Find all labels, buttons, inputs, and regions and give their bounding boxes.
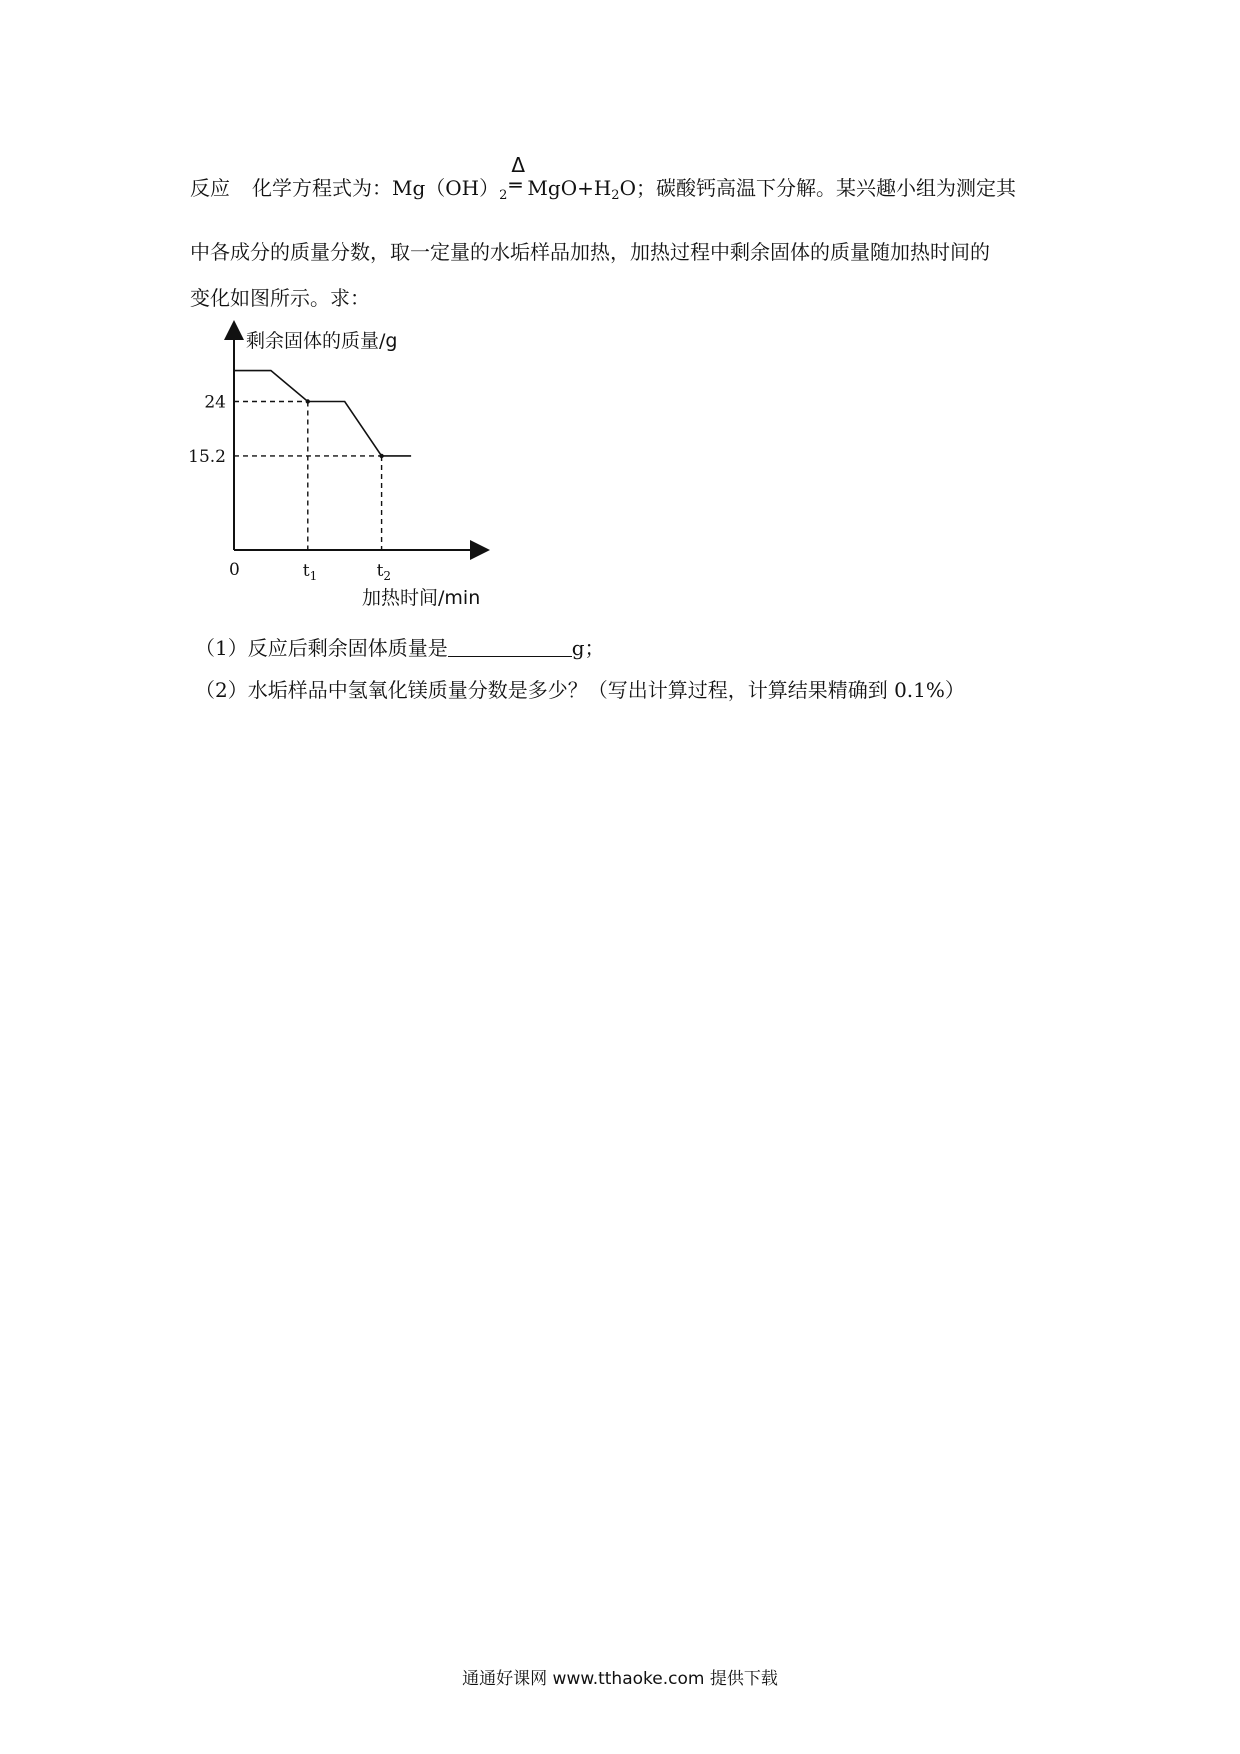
y-axis-label: 剩余固体的质量/g [246,330,398,352]
problem-line-3: 变化如图所示。求： [190,286,370,310]
y-tick-labels [188,393,226,467]
problem-line-1 [190,153,1016,203]
x-axis-label: 加热时间/min [362,587,481,609]
question-2: （2）水垢样品中氢氧化镁质量分数是多少？（写出计算过程，计算结果精确到 0.1%） [195,678,965,702]
problem-text-d: O；碳酸钙高温下分解。某兴趣小组为测定其 [619,176,1016,200]
series-line [234,371,411,456]
problem-text-c: MgO+H [527,176,612,200]
delta-symbol: Δ [511,153,526,177]
data-points [306,399,384,458]
mass-time-chart [180,318,520,618]
origin-label: 0 [229,560,240,580]
x-tick-labels [303,561,391,583]
answer-blank [448,638,572,657]
question-1-text: （1）反应后剩余固体质量是 [195,636,448,660]
data-point-2 [379,454,383,458]
x-tick-1: $t_1$ [302,561,318,583]
data-point-1 [306,399,310,403]
question-1 [195,632,605,661]
subscript-2: 2 [499,188,508,203]
question-1-unit: g； [571,636,605,660]
problem-text-a: 反应 [190,176,230,200]
equals-sign: ═ [509,173,522,197]
problem-text-b: 化学方程式为：Mg（OH） [252,176,500,200]
y-tick-2: 15.2 [188,446,226,467]
footer-text: 通通好课网 www.tthaoke.com 提供下载 [462,1669,778,1689]
x-tick-2: $t_2$ [376,561,392,583]
heating-condition [507,153,527,197]
subscript-2b: 2 [611,188,620,203]
y-tick-1: 24 [204,392,226,413]
problem-line-2: 中各成分的质量分数，取一定量的水垢样品加热，加热过程中剩余固体的质量随加热时间的 [190,240,990,264]
